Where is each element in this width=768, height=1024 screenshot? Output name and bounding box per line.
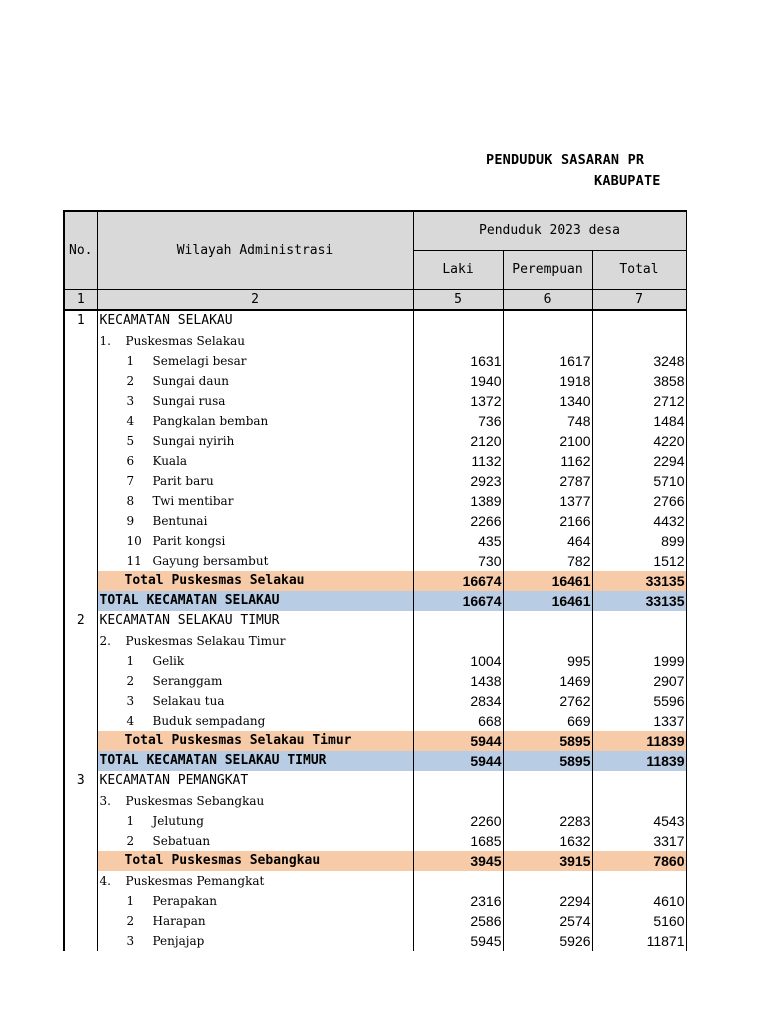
wilayah-name: Twi mentibar [152,493,234,508]
perempuan-cell [503,611,592,631]
row-number [64,491,97,511]
perempuan-cell: 1632 [503,831,592,851]
total-kecamatan-row [64,591,686,611]
row-number: 3 [64,771,97,791]
laki-cell: 1389 [413,491,503,511]
puskesmas-row [64,871,686,891]
document-title [486,150,768,192]
item-index: 1 [126,353,135,368]
row-number [64,831,97,851]
perempuan-cell: 16461 [503,591,592,611]
wilayah-name: TOTAL KECAMATAN SELAKAU TIMUR [99,752,327,768]
total-cell: 1484 [592,411,686,431]
perempuan-cell: 2283 [503,811,592,831]
item-index: 11 [126,553,142,568]
total-cell: 5710 [592,471,686,491]
puskesmas-row [64,631,686,651]
wilayah-name: Puskesmas Sebangkau [125,793,265,808]
item-index: 1. [99,333,111,348]
laki-cell [413,310,503,331]
wilayah-name: Puskesmas Selakau Timur [125,633,286,648]
total-puskesmas-row [64,851,686,871]
perempuan-cell: 16461 [503,571,592,591]
row-number: 1 [64,310,97,331]
wilayah-name: Parit baru [152,473,214,488]
table-row [64,711,686,731]
total-cell: 2712 [592,391,686,411]
laki-cell: 2316 [413,891,503,911]
wilayah-name: Sebatuan [152,833,211,848]
table-row [64,511,686,531]
wilayah-cell [97,431,413,451]
colnum-5: 5 [413,289,503,310]
perempuan-cell: 1918 [503,371,592,391]
row-number [64,511,97,531]
wilayah-cell [97,571,413,591]
laki-cell: 1631 [413,351,503,371]
item-index: 2 [126,673,135,688]
header-wilayah: Wilayah Administrasi [97,211,413,289]
wilayah-cell [97,751,413,771]
row-number [64,471,97,491]
title-line-2: KABUPATE [594,173,661,189]
table-row [64,371,686,391]
total-cell: 899 [592,531,686,551]
item-index: 3 [126,933,135,948]
wilayah-cell [97,471,413,491]
perempuan-cell: 1469 [503,671,592,691]
row-number [64,731,97,751]
wilayah-name: KECAMATAN SELAKAU [99,312,233,328]
wilayah-cell [97,551,413,571]
row-number [64,431,97,451]
table-row [64,451,686,471]
laki-cell [413,791,503,811]
laki-cell [413,611,503,631]
laki-cell: 730 [413,551,503,571]
colnum-7: 7 [592,289,686,310]
perempuan-cell [503,310,592,331]
perempuan-cell: 5895 [503,751,592,771]
wilayah-cell [97,811,413,831]
total-cell [592,771,686,791]
table-row [64,811,686,831]
wilayah-cell [97,891,413,911]
wilayah-cell [97,931,413,951]
row-number [64,711,97,731]
wilayah-name: Jelutung [152,813,204,828]
table-row [64,391,686,411]
wilayah-cell [97,491,413,511]
wilayah-cell [97,451,413,471]
laki-cell: 5945 [413,931,503,951]
total-cell: 33135 [592,571,686,591]
perempuan-cell [503,871,592,891]
row-number [64,371,97,391]
total-cell [592,631,686,651]
perempuan-cell: 748 [503,411,592,431]
laki-cell: 1438 [413,671,503,691]
wilayah-cell [97,531,413,551]
wilayah-cell [97,911,413,931]
total-cell: 7860 [592,851,686,871]
total-cell: 5160 [592,911,686,931]
laki-cell [413,771,503,791]
total-puskesmas-row [64,571,686,591]
wilayah-cell [97,331,413,351]
perempuan-cell: 5926 [503,931,592,951]
wilayah-cell [97,631,413,651]
table-row [64,471,686,491]
wilayah-name: KECAMATAN SELAKAU TIMUR [99,612,280,628]
total-cell: 33135 [592,591,686,611]
item-index: 10 [126,533,142,548]
wilayah-name: Sungai nyirih [152,433,235,448]
table-row [64,351,686,371]
wilayah-name: KECAMATAN PEMANGKAT [99,772,249,788]
wilayah-cell [97,411,413,431]
wilayah-name: Pangkalan bemban [152,413,269,428]
perempuan-cell: 2574 [503,911,592,931]
total-cell: 3858 [592,371,686,391]
wilayah-name: Total Puskesmas Sebangkau [124,852,321,868]
wilayah-name: Total Puskesmas Selakau [124,572,305,588]
laki-cell [413,631,503,651]
item-index: 3 [126,393,135,408]
wilayah-cell [97,611,413,631]
total-cell: 5596 [592,691,686,711]
row-number [64,551,97,571]
laki-cell: 2923 [413,471,503,491]
table-row [64,931,686,951]
total-cell: 3248 [592,351,686,371]
laki-cell: 3945 [413,851,503,871]
wilayah-name: Bentunai [152,513,208,528]
header-penduduk-group: Penduduk 2023 desa [413,211,686,250]
row-number [64,391,97,411]
total-cell: 2294 [592,451,686,471]
row-number [64,571,97,591]
table-row [64,671,686,691]
wilayah-name: Semelagi besar [152,353,247,368]
wilayah-cell [97,351,413,371]
row-number [64,751,97,771]
wilayah-cell [97,771,413,791]
laki-cell [413,331,503,351]
laki-cell: 5944 [413,731,503,751]
perempuan-cell [503,331,592,351]
laki-cell: 435 [413,531,503,551]
total-cell: 2766 [592,491,686,511]
total-cell: 11839 [592,731,686,751]
laki-cell: 2260 [413,811,503,831]
row-number [64,891,97,911]
wilayah-name: Parit kongsi [152,533,226,548]
total-cell [592,331,686,351]
wilayah-name: Perapakan [152,893,218,908]
perempuan-cell: 2100 [503,431,592,451]
perempuan-cell: 3915 [503,851,592,871]
total-cell: 1512 [592,551,686,571]
total-puskesmas-row [64,731,686,751]
row-number [64,671,97,691]
total-cell: 1999 [592,651,686,671]
kecamatan-row [64,611,686,631]
wilayah-name: Buduk sempadang [152,713,266,728]
wilayah-name: Kuala [152,453,188,468]
perempuan-cell: 464 [503,531,592,551]
total-cell: 3317 [592,831,686,851]
population-table [63,210,687,951]
perempuan-cell: 1162 [503,451,592,471]
wilayah-name: Selakau tua [152,693,225,708]
item-index: 8 [126,493,135,508]
wilayah-cell [97,731,413,751]
laki-cell: 736 [413,411,503,431]
item-index: 9 [126,513,135,528]
wilayah-cell [97,591,413,611]
wilayah-cell [97,511,413,531]
row-number [64,531,97,551]
perempuan-cell: 5895 [503,731,592,751]
total-cell [592,871,686,891]
wilayah-cell [97,371,413,391]
laki-cell: 2586 [413,911,503,931]
total-cell [592,310,686,331]
item-index: 1 [126,813,135,828]
laki-cell: 1940 [413,371,503,391]
item-index: 2 [126,913,135,928]
total-cell: 11839 [592,751,686,771]
header-perempuan: Perempuan [503,250,592,289]
kecamatan-row [64,771,686,791]
puskesmas-row [64,791,686,811]
wilayah-name: Penjajap [152,933,205,948]
perempuan-cell: 995 [503,651,592,671]
total-cell: 4220 [592,431,686,451]
item-index: 2 [126,373,135,388]
wilayah-name: Total Puskesmas Selakau Timur [124,732,352,748]
wilayah-cell [97,711,413,731]
table-body [64,310,686,951]
row-number [64,451,97,471]
wilayah-cell [97,310,413,331]
wilayah-name: Harapan [152,913,206,928]
header-no: No. [64,211,97,289]
wilayah-name: TOTAL KECAMATAN SELAKAU [99,592,280,608]
item-index: 2 [126,833,135,848]
wilayah-cell [97,791,413,811]
total-cell [592,791,686,811]
table-row [64,651,686,671]
total-kecamatan-row [64,751,686,771]
total-cell: 11871 [592,931,686,951]
header-laki: Laki [413,250,503,289]
laki-cell: 2120 [413,431,503,451]
total-cell: 1337 [592,711,686,731]
item-index: 4. [99,873,111,888]
perempuan-cell: 1377 [503,491,592,511]
wilayah-name: Sungai rusa [152,393,226,408]
item-index: 1 [126,653,135,668]
laki-cell: 2266 [413,511,503,531]
laki-cell: 1004 [413,651,503,671]
wilayah-name: Sungai daun [152,373,229,388]
perempuan-cell: 782 [503,551,592,571]
wilayah-name: Gayung bersambut [152,553,269,568]
table-row [64,911,686,931]
perempuan-cell: 2166 [503,511,592,531]
puskesmas-row [64,331,686,351]
perempuan-cell: 1340 [503,391,592,411]
row-number [64,651,97,671]
wilayah-cell [97,691,413,711]
laki-cell: 5944 [413,751,503,771]
perempuan-cell: 2762 [503,691,592,711]
item-index: 3 [126,693,135,708]
wilayah-cell [97,831,413,851]
wilayah-name: Seranggam [152,673,223,688]
row-number [64,631,97,651]
item-index: 2. [99,633,111,648]
perempuan-cell: 2294 [503,891,592,911]
item-index: 1 [126,893,135,908]
row-number: 2 [64,611,97,631]
row-number [64,811,97,831]
laki-cell: 1132 [413,451,503,471]
item-index: 5 [126,433,135,448]
laki-cell: 1372 [413,391,503,411]
table-row [64,491,686,511]
total-cell: 4543 [592,811,686,831]
title-line-1: PENDUDUK SASARAN PR [486,152,645,168]
wilayah-cell [97,671,413,691]
perempuan-cell: 669 [503,711,592,731]
colnum-6: 6 [503,289,592,310]
total-cell: 4610 [592,891,686,911]
table-row [64,431,686,451]
colnum-1: 1 [64,289,97,310]
colnum-2: 2 [97,289,413,310]
total-cell [592,611,686,631]
row-number [64,411,97,431]
table-row [64,411,686,431]
wilayah-cell [97,651,413,671]
laki-cell: 668 [413,711,503,731]
perempuan-cell [503,771,592,791]
wilayah-cell [97,391,413,411]
laki-cell [413,871,503,891]
row-number [64,911,97,931]
item-index: 7 [126,473,135,488]
perempuan-cell [503,631,592,651]
item-index: 3. [99,793,111,808]
table-row [64,831,686,851]
perempuan-cell: 1617 [503,351,592,371]
perempuan-cell: 2787 [503,471,592,491]
wilayah-cell [97,851,413,871]
item-index: 4 [126,713,135,728]
table-row [64,551,686,571]
table-row [64,531,686,551]
row-number [64,591,97,611]
kecamatan-row [64,310,686,331]
row-number [64,351,97,371]
total-cell: 4432 [592,511,686,531]
laki-cell: 16674 [413,591,503,611]
wilayah-name: Gelik [152,653,185,668]
laki-cell: 1685 [413,831,503,851]
row-number [64,331,97,351]
wilayah-name: Puskesmas Selakau [125,333,245,348]
wilayah-cell [97,871,413,891]
header-total: Total [592,250,686,289]
perempuan-cell [503,791,592,811]
item-index: 6 [126,453,135,468]
row-number [64,931,97,951]
wilayah-name: Puskesmas Pemangkat [125,873,265,888]
item-index: 4 [126,413,135,428]
row-number [64,871,97,891]
table-row [64,691,686,711]
laki-cell: 16674 [413,571,503,591]
row-number [64,851,97,871]
row-number [64,791,97,811]
row-number [64,691,97,711]
total-cell: 2907 [592,671,686,691]
table-row [64,891,686,911]
laki-cell: 2834 [413,691,503,711]
